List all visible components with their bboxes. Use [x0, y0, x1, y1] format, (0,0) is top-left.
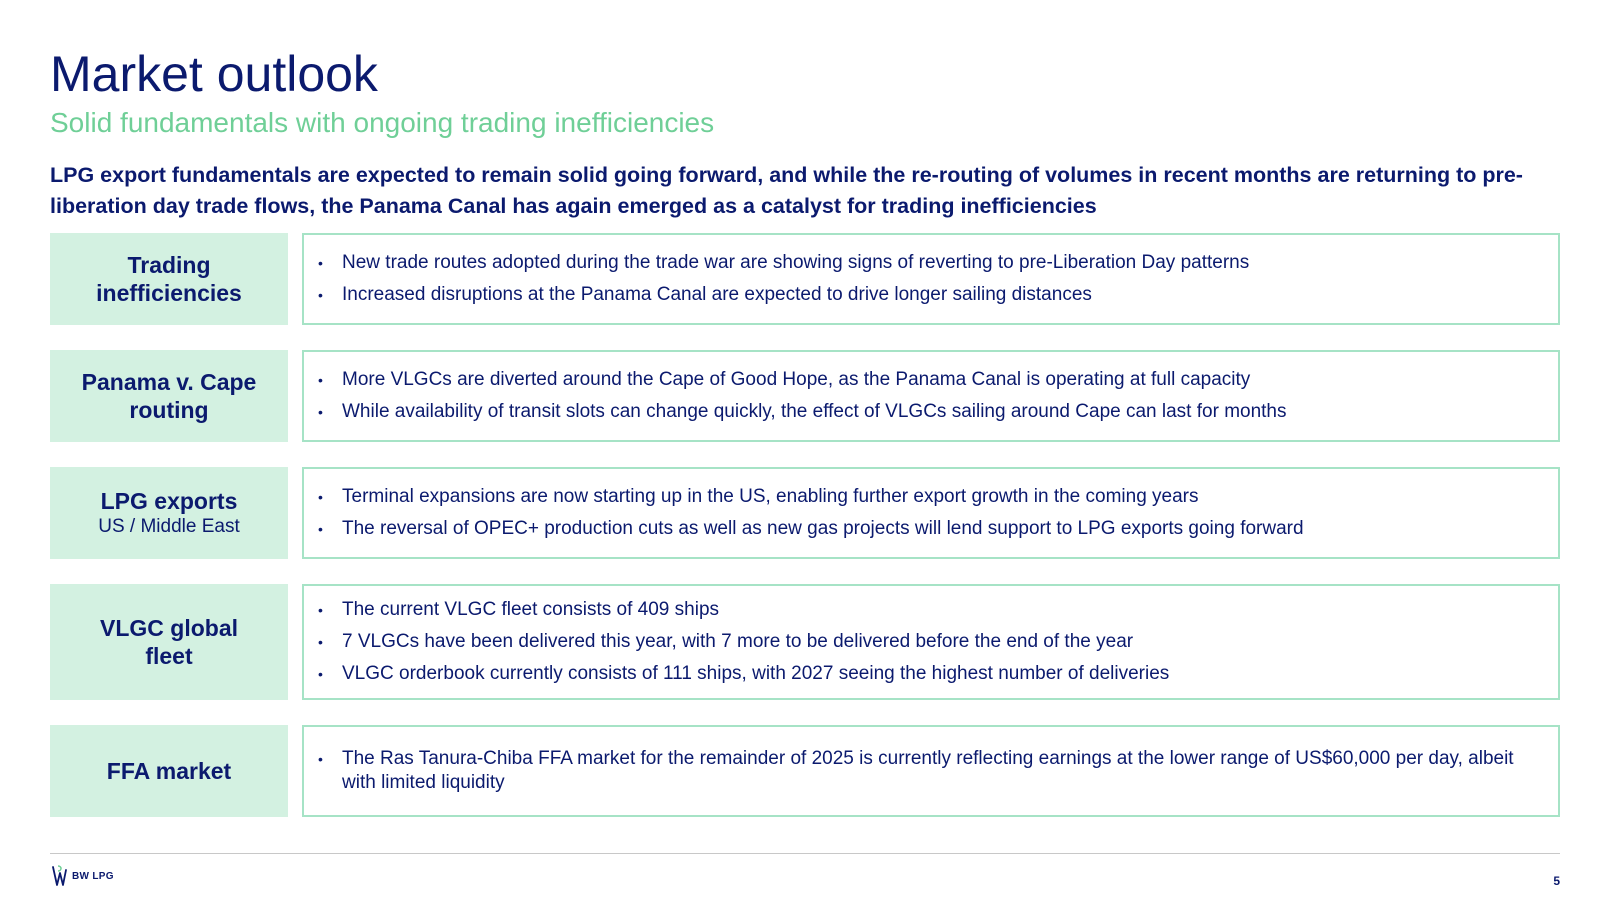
row-trading-inefficiencies — [50, 233, 1560, 325]
bullet-dot-icon: • — [318, 666, 323, 682]
bullet-text: While availability of transit slots can change quickly, the effect of VLGCs sailing around Cape can last for months — [342, 401, 1287, 422]
bullet-text: The current VLGC fleet consists of 409 ships — [342, 599, 720, 620]
bullet-dot-icon: • — [318, 287, 323, 303]
row-content-box — [302, 467, 1560, 559]
bullet-item — [318, 662, 1538, 686]
row-label-box — [50, 725, 288, 817]
bullet-text: New trade routes adopted during the trade war are showing signs of reverting to pre-Liberation Day patterns — [342, 252, 1250, 273]
bullet-item — [318, 368, 1538, 392]
bullet-text: The Ras Tanura-Chiba FFA market for the remainder of 2025 is currently reflecting earnings at the lower range of US$60,000 per day, albeit with limited liquidity — [342, 748, 1514, 793]
bullet-dot-icon: • — [318, 255, 323, 271]
bullet-dot-icon: • — [318, 602, 323, 618]
bullet-dot-icon: • — [318, 751, 323, 767]
footer-divider — [50, 853, 1560, 854]
bullet-item — [318, 485, 1538, 509]
row-ffa-market — [50, 725, 1560, 817]
bullet-dot-icon: • — [318, 372, 323, 388]
logo-text: BW LPG — [72, 870, 114, 882]
row-label: FFA market — [106, 758, 232, 784]
row-label-box — [50, 350, 288, 442]
row-panama-cape — [50, 350, 1560, 442]
lead-statement: LPG export fundamentals are expected to remain solid going forward, and while the re-routing of volumes in recent months are returning to pre-liberation day trade flows, the Panama Canal has again emerged as a catalyst for trading inefficiencies — [50, 163, 1523, 218]
bullet-item — [318, 283, 1538, 307]
page-subtitle: Solid fundamentals with ongoing trading inefficiencies — [50, 107, 715, 138]
bullet-item — [318, 517, 1538, 541]
bullet-text: More VLGCs are diverted around the Cape of Good Hope, as the Panama Canal is operating at full capacity — [342, 369, 1251, 390]
bullet-dot-icon: • — [318, 521, 323, 537]
bullet-text: 7 VLGCs have been delivered this year, with 7 more to be delivered before the end of the year — [342, 631, 1134, 652]
row-label-box — [50, 233, 288, 325]
row-content-box — [302, 584, 1560, 700]
row-vlgc-fleet — [50, 584, 1560, 700]
bullet-text: The reversal of OPEC+ production cuts as well as new gas projects will lend support to LPG exports going forward — [342, 518, 1304, 539]
bullet-text: Increased disruptions at the Panama Canal are expected to drive longer sailing distances — [342, 284, 1092, 305]
row-content-box — [302, 233, 1560, 325]
bw-logo-icon — [50, 864, 68, 888]
row-label: LPG exports — [100, 488, 238, 514]
page-title: Market outlook — [50, 46, 378, 102]
row-content-box — [302, 350, 1560, 442]
row-content-box — [302, 725, 1560, 817]
bullet-item — [318, 630, 1538, 654]
row-label: Trading inefficiencies — [96, 252, 242, 306]
row-lpg-exports — [50, 467, 1560, 559]
company-logo — [50, 864, 114, 888]
page-number: 5 — [1553, 874, 1560, 888]
row-label-box — [50, 584, 288, 700]
row-label: VLGC global fleet — [100, 615, 238, 669]
bullet-item — [318, 747, 1538, 795]
bullet-dot-icon: • — [318, 404, 323, 420]
row-label: Panama v. Cape routing — [81, 369, 257, 423]
row-label-box — [50, 467, 288, 559]
bullet-item — [318, 400, 1538, 424]
bullet-item — [318, 598, 1538, 622]
bullet-dot-icon: • — [318, 634, 323, 650]
row-sublabel: US / Middle East — [98, 516, 240, 537]
bullet-dot-icon: • — [318, 489, 323, 505]
bullet-text: Terminal expansions are now starting up in the US, enabling further export growth in the coming years — [342, 486, 1199, 507]
bullet-item — [318, 251, 1538, 275]
bullet-text: VLGC orderbook currently consists of 111 ships, with 2027 seeing the highest number of deliveries — [342, 663, 1170, 684]
